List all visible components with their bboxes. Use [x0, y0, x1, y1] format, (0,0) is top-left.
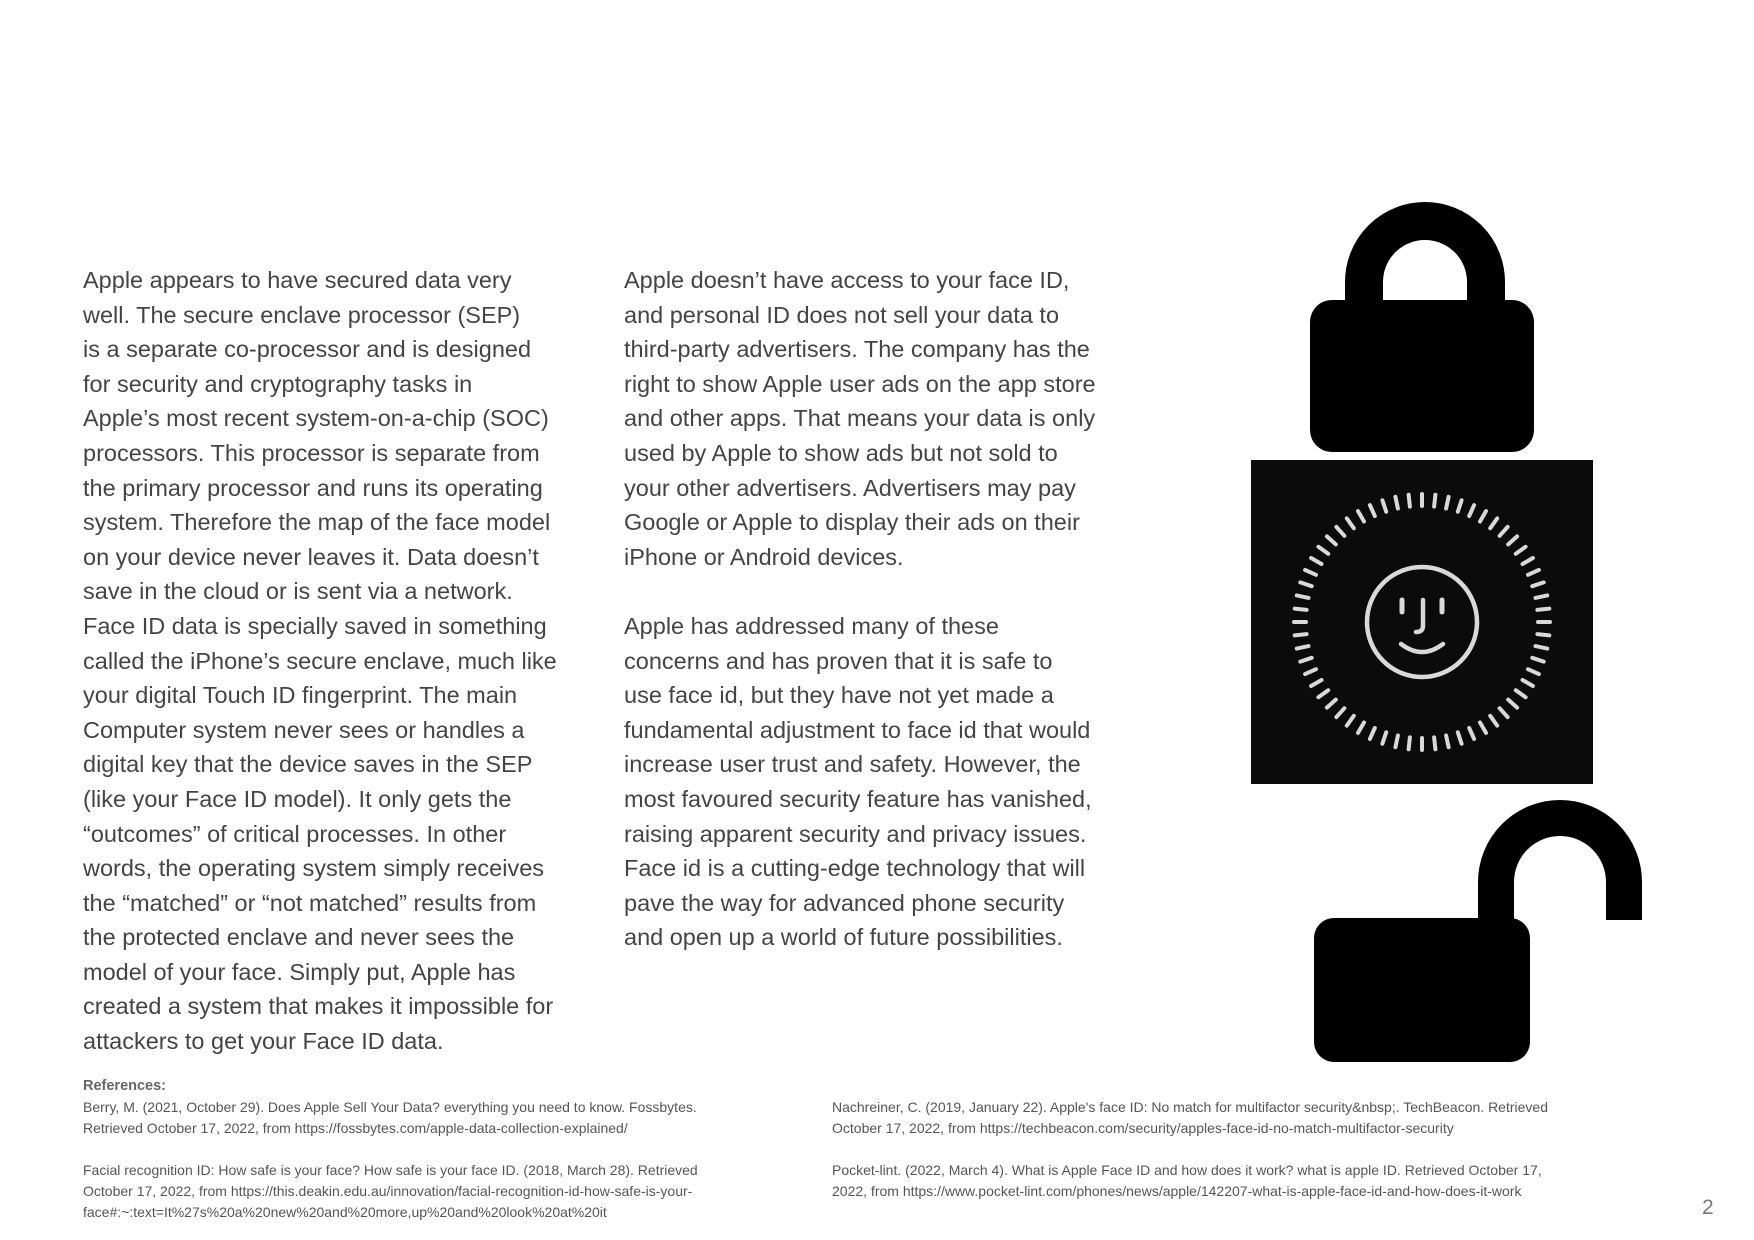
- references-heading: References:: [83, 1078, 167, 1094]
- face-id-tick: [1434, 495, 1435, 507]
- face-id-tick: [1528, 669, 1539, 674]
- face-id-tick: [1395, 736, 1398, 748]
- face-id-tick: [1370, 728, 1375, 739]
- face-id-tick: [1434, 737, 1435, 749]
- face-id-tick: [1311, 680, 1321, 686]
- body-paragraph: Apple appears to have secured data very well. The secure enclave processor (SEP) is a separate co-processor and is designed for security and cryptography tasks in Apple’s most recent system-on-a-chip (SOC) processors. This processor is separate from the primary processor and runs its operating system. Therefore the map of the face model on your device never leaves it. Data doesn’t save in the cloud or is sent via a network. Face ID data is specially saved in something called the iPhone’s secure enclave, much like your digital Touch ID fingerprint. The main Computer system never sees or handles a digital key that the device saves in the SEP (like your Face ID model). It only gets the “outcomes” of critical processes. In other words, the operating system simply receives the “matched” or “not matched” results from the protected enclave and never sees the model of your face. Simply put, Apple has created a system that makes it impossible for attackers to get your Face ID data.: [83, 267, 557, 1055]
- reference-entry: Facial recognition ID: How safe is your face? How safe is your face ID. (2018, March 28). Retrieved October 17, 2022, from https://this.deakin.edu.au/innovation/facial-recognition-id-how-safe-is-your- face#:~:text=It%27s%20a%20new%20and%20more,up%20and%20look%20at%20it: [83, 1162, 698, 1220]
- face-id-tick: [1327, 700, 1336, 708]
- face-id-tick: [1532, 582, 1543, 586]
- face-id-tick: [1490, 716, 1497, 726]
- body-paragraph: Apple doesn’t have access to your face ID, and personal ID does not sell your data to third-party advertisers. The company has the right to show Apple user ads on the app store and other apps. That means your data is only used by Apple to show ads but not sold to your other advertisers. Advertisers may pay Google or Apple to display their ads on their iPhone or Android devices.: [624, 267, 1096, 570]
- page-number: 2: [1702, 1196, 1714, 1219]
- face-id-tick: [1305, 570, 1316, 575]
- references-right: [832, 1097, 1592, 1202]
- body-paragraph: Apple has addressed many of these concerns and has proven that it is safe to use face id, but they have not yet made a fundamental adjustment to face id that would increase user trust and safety. However, the most favoured security feature has vanished, raising apparent security and privacy issues. Face id is a cutting-edge technology that will pave the way for advanced phone security and open up a world of future possibilities.: [624, 612, 1092, 951]
- face-id-tick: [1446, 736, 1449, 748]
- face-id-tick: [1347, 518, 1354, 528]
- reference-entry: Pocket-lint. (2022, March 4). What is Apple Face ID and how does it work? what is apple ID. Retrieved October 17, 2022, from https://www.pocket-lint.com/phones/news/apple/142207-what-is-apple-face-id-and-how-does-it-work: [832, 1162, 1542, 1199]
- face-id-tick: [1327, 536, 1336, 544]
- face-id-tick: [1358, 511, 1364, 521]
- face-id-tick: [1297, 646, 1309, 649]
- face-id-tick: [1409, 495, 1410, 507]
- face-id-tick: [1311, 558, 1321, 564]
- face-id-tick: [1458, 732, 1462, 743]
- face-id-tick: [1528, 570, 1539, 575]
- face-id-tick: [1532, 658, 1543, 662]
- face-id-tick: [1490, 518, 1497, 528]
- face-id-tick: [1500, 708, 1508, 717]
- reference-entry: Nachreiner, C. (2019, January 22). Apple's face ID: No match for multifactor security&nbsp;. TechBeacon. Retrieved October 17, 2022, from https://techbeacon.com/security/apples-face-id-no-match-multifactor-security: [832, 1099, 1548, 1136]
- face-id-tick: [1516, 547, 1526, 554]
- lock-closed-icon: [1310, 172, 1540, 452]
- lock-open-icon: [1310, 798, 1650, 1068]
- face-id-tick: [1300, 582, 1311, 586]
- face-id-tick: [1500, 527, 1508, 536]
- face-id-tick: [1336, 708, 1344, 717]
- body-column-left: [83, 263, 603, 1059]
- face-id-tick: [1318, 690, 1328, 697]
- face-id-tick: [1469, 728, 1474, 739]
- face-id-tick: [1395, 497, 1398, 509]
- face-id-tick: [1382, 732, 1386, 743]
- reference-entry: Berry, M. (2021, October 29). Does Apple Sell Your Data? everything you need to know. Fossbytes. Retrieved October 17, 2022, from https://fossbytes.com/apple-data-collection-explained/: [83, 1099, 697, 1136]
- face-id-tick: [1480, 723, 1486, 733]
- face-id-tick: [1318, 547, 1328, 554]
- face-id-tick: [1516, 690, 1526, 697]
- face-id-tick: [1537, 634, 1549, 635]
- face-id-tick: [1523, 558, 1533, 564]
- face-id-tick: [1458, 500, 1462, 511]
- face-id-tick: [1409, 737, 1410, 749]
- face-id-tick: [1508, 700, 1517, 708]
- face-id-tick: [1537, 609, 1549, 610]
- paragraph-gap: [624, 574, 1144, 609]
- face-id-panel: [1251, 460, 1593, 784]
- face-id-tick: [1508, 536, 1517, 544]
- face-id-tick: [1336, 527, 1344, 536]
- face-id-icon: [1251, 460, 1593, 784]
- face-id-tick: [1469, 505, 1474, 516]
- face-id-tick: [1347, 716, 1354, 726]
- face-id-tick: [1480, 511, 1486, 521]
- face-id-tick: [1536, 595, 1548, 598]
- face-id-tick: [1370, 505, 1375, 516]
- face-id-tick: [1295, 609, 1307, 610]
- face-id-tick: [1305, 669, 1316, 674]
- face-id-tick: [1300, 658, 1311, 662]
- face-id-tick: [1358, 723, 1364, 733]
- face-id-tick: [1523, 680, 1533, 686]
- face-id-tick: [1536, 646, 1548, 649]
- references-left: [83, 1097, 723, 1223]
- face-id-tick: [1297, 595, 1309, 598]
- face-id-tick: [1446, 497, 1449, 509]
- body-column-right: [624, 263, 1144, 955]
- face-id-tick: [1382, 500, 1386, 511]
- face-id-tick: [1295, 634, 1307, 635]
